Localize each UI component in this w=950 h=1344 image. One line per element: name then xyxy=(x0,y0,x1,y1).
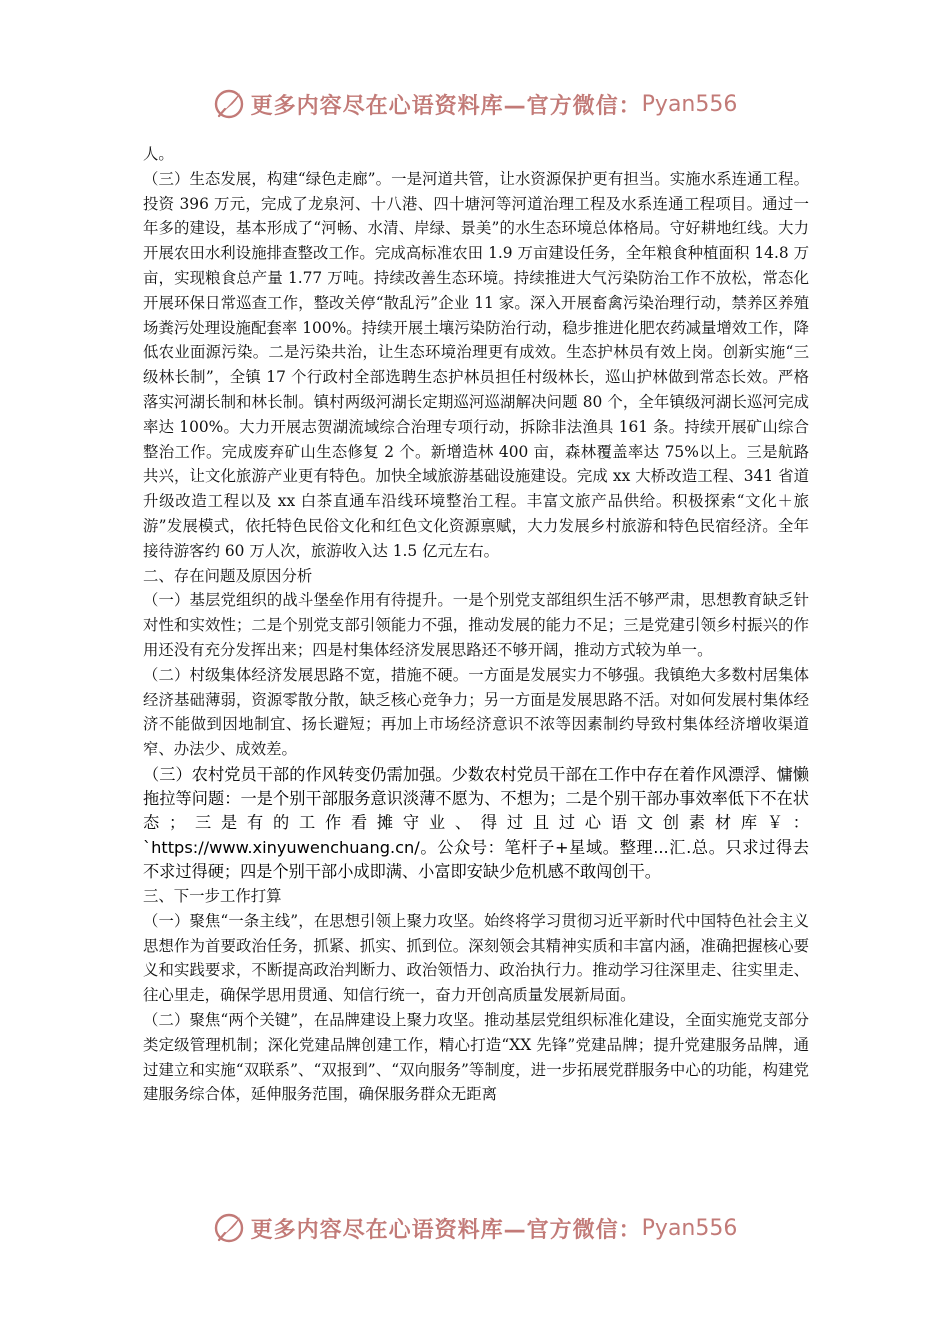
feather-pen-logo-icon xyxy=(213,1211,247,1245)
document-body xyxy=(143,142,809,1107)
banner-wechat-id: Pyan556 xyxy=(641,1215,738,1241)
banner-wechat-id: Pyan556 xyxy=(641,91,738,117)
footer-banner xyxy=(0,1206,950,1250)
feather-pen-logo-icon xyxy=(213,87,247,121)
banner-text: 更多内容尽在心语资料库—官方微信： xyxy=(250,93,642,119)
paragraph: （一）聚焦“一条主线”，在思想引领上聚力攻坚。始终将学习贯彻习近平新时代中国特色社会主义思想作为首要政治任务，抓紧、抓实、抓到位。深刻领会其精神实质和丰富内涵，准确把握核心要义和实践要求，不断提高政治判断力、政治领悟力、政治执行力。推动学习往深里走、往实里走、往心里走，确保学思用贯通、知信行统一，奋力开创高质量发展新局面。 xyxy=(143,911,809,1005)
section-heading: 二、存在问题及原因分析 xyxy=(143,566,313,585)
paragraph: （三）生态发展，构建“绿色走廊”。一是河道共管，让水资源保护更有担当。实施水系连通工程。投资 396 万元，完成了龙泉河、十八港、四十塘河等河道治理工程及水系连通工程项目。通过一年多的建设，基本形成了“河畅、水清、岸绿、景美”的水生态环境总体格局。守好耕地红线。大力开展农田水利设施排查整改工作。完成高标准农田 1.9 万亩建设任务，全年粮食种植面积 14.8 万亩，实现粮食总产量 1.77 万吨。持续改善生态环境。持续推进大气污染防治工作不放松，常态化开展环保日常巡查工作，整改关停“散乱污”企业 11 家。深入开展畜禽污染治理行动，禁养区养殖场粪污处理设施配套率 100%。持续开展土壤污染防治行动，稳步推进化肥农药减量增效工作，降低农业面源污染。二是污染共治，让生态环境治理更有成效。生态护林员有效上岗。创新实施“三级林长制”，全镇 17 个行政村全部选聘生态护林员担任村级林长，巡山护林做到常态长效。严格落实河湖长制和林长制。镇村两级河湖长定期巡河巡湖解决问题 80 个，全年镇级河湖长巡河完成率达 100%。大力开展志贺湖流域综合治理专项行动，拆除非法渔具 161 条。持续开展矿山综合整治工作。完成废弃矿山生态修复 2 个。新增造林 400 亩，森林覆盖率达 75%以上。三是航路共兴，让文化旅游产业更有特色。加快全域旅游基础设施建设。完成 xx 大桥改造工程、341 省道升级改造工程以及 xx 白茶直通车沿线环境整治工程。丰富文旅产品供给。积极探索“文化＋旅游”发展模式，依托特色民俗文化和红色文化资源禀赋，大力发展乡村旅游和特色民宿经济。全年接待游客约 60 万人次，旅游收入达 1.5 亿元左右。 xyxy=(143,169,809,560)
paragraph: （三）农村党员干部的作风转变仍需加强。少数农村党员干部在工作中存在着作风漂浮、慵懒拖拉等问题：一是个别干部服务意识淡薄不愿为、不想为；二是个别干部办事效率低下不在状态；三是有的工作看摊守业、得过且过心语文创素材库￥：`https://www.xinyuwenchuang.cn/。公众号：笔杆子+星域。整理...汇.总。只求过得去不求过得硬；四是个别干部小成即满、小富即安缺少危机感不敢闯创干。 xyxy=(143,764,809,881)
paragraph: （一）基层党组织的战斗堡垒作用有待提升。一是个别党支部组织生活不够严肃，思想教育缺乏针对性和实效性；二是个别党支部引领能力不强，推动发展的能力不足；三是党建引领乡村振兴的作用还没有充分发挥出来；四是村集体经济发展思路还不够开阔，推动方式较为单一。 xyxy=(143,591,809,659)
header-banner xyxy=(0,82,950,126)
paragraph: （二）聚焦“两个关键”，在品牌建设上聚力攻坚。推动基层党组织标准化建设，全面实施党支部分类定级管理机制；深化党建品牌创建工作，精心打造“XX 先锋”党建品牌；提升党建服务品牌，通过建立和实施“双联系”、“双报到”、“双向服务”等制度，进一步拓展党群服务中心的功能，构建党建服务综合体，延伸服务范围，确保服务群众无距离 xyxy=(143,1010,809,1104)
paragraph: 人。 xyxy=(143,145,174,163)
paragraph: （二）村级集体经济发展思路不宽，措施不硬。一方面是发展实力不够强。我镇绝大多数村居集体经济基础薄弱，资源零散分散，缺乏核心竞争力；另一方面是发展思路不活。对如何发展村集体经济不能做到因地制宜、扬长避短；再加上市场经济意识不浓等因素制约导致村集体经济增收渠道窄、办法少、成效差。 xyxy=(143,665,809,759)
banner-text: 更多内容尽在心语资料库—官方微信： xyxy=(250,1217,642,1243)
section-heading: 三、下一步工作打算 xyxy=(143,886,282,905)
